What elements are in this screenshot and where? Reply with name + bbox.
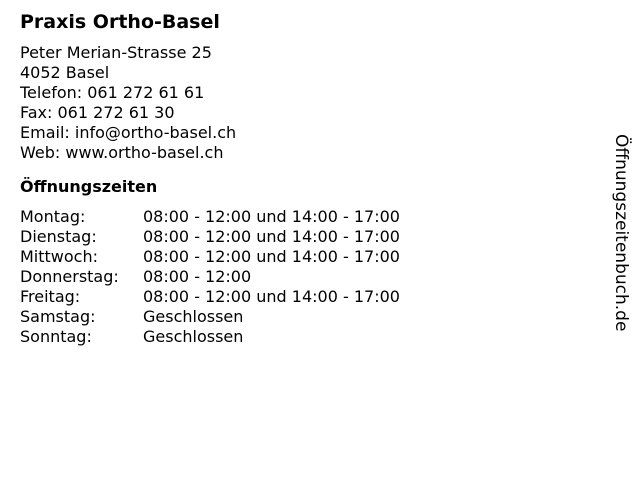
hours-day: Sonntag: <box>20 327 92 346</box>
hours-day: Freitag: <box>20 287 81 306</box>
hours-time: Geschlossen <box>143 307 244 326</box>
street-address: Peter Merian-Strasse 25 <box>20 43 212 62</box>
contact-block <box>20 43 600 163</box>
hours-day: Dienstag: <box>20 227 97 246</box>
hours-time: 08:00 - 12:00 und 14:00 - 17:00 <box>143 207 400 226</box>
website: Web: www.ortho-basel.ch <box>20 143 224 162</box>
hours-row-mittwoch <box>20 247 600 267</box>
business-card <box>20 10 600 347</box>
hours-time: 08:00 - 12:00 und 14:00 - 17:00 <box>143 287 400 306</box>
watermark-text: Öffnungszeitenbuch.de <box>611 134 631 332</box>
hours-row-freitag <box>20 287 600 307</box>
hours-row-sonntag <box>20 327 600 347</box>
hours-row-donnerstag <box>20 267 600 287</box>
opening-hours-title: Öffnungszeiten <box>20 177 158 196</box>
fax-number: Fax: 061 272 61 30 <box>20 103 175 122</box>
hours-row-montag <box>20 207 600 227</box>
business-name: Praxis Ortho-Basel <box>20 11 220 33</box>
city-address: 4052 Basel <box>20 63 110 82</box>
hours-time: Geschlossen <box>143 327 244 346</box>
email-address: Email: info@ortho-basel.ch <box>20 123 237 142</box>
hours-row-dienstag <box>20 227 600 247</box>
hours-time: 08:00 - 12:00 und 14:00 - 17:00 <box>143 227 400 246</box>
phone-number: Telefon: 061 272 61 61 <box>20 83 205 102</box>
hours-time: 08:00 - 12:00 <box>143 267 252 286</box>
hours-day: Donnerstag: <box>20 267 119 286</box>
hours-day: Mittwoch: <box>20 247 98 266</box>
opening-hours-table <box>20 207 600 347</box>
hours-day: Montag: <box>20 207 86 226</box>
hours-day: Samstag: <box>20 307 96 326</box>
hours-row-samstag <box>20 307 600 327</box>
hours-time: 08:00 - 12:00 und 14:00 - 17:00 <box>143 247 400 266</box>
